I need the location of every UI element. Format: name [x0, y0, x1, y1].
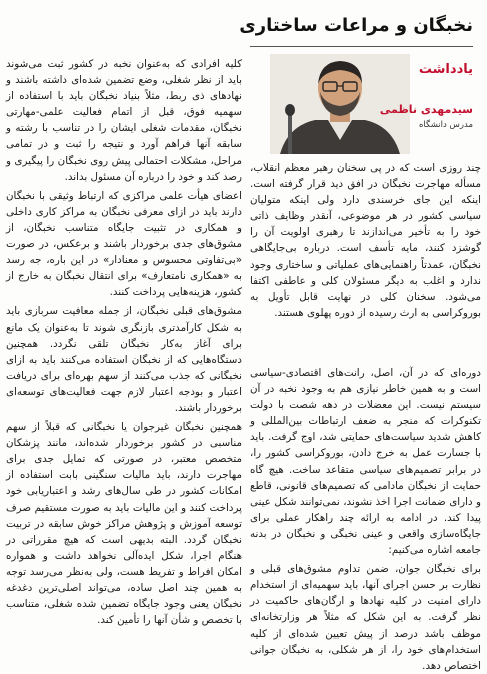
left-column	[6, 56, 242, 656]
article-title: نخبگان و مراعات ساختاری	[239, 15, 473, 36]
paragraph: کلیه افرادی که به‌عنوان نخبه در کشور ثبت می‌شوند باید از نظر شغلی، وضع تضمین شده‌ای داشته باشند و نهادهای ذی ربط، مثلاً بنیاد نخبگان باید با استفاده از سهمیه فوق، قبل از اتمام فعالیت علمی-مهارتی نخبگان، مقدمات شغلی ایشان را در تناسب با رشته و سابقه آنها فراهم آورد و نتیجه را ثبت و در تمامی مراحل، مشکلات احتمالی پیش روی نخبگان را پیگیری و رصد کند و خود را درباره آن مسئول بداند.	[6, 58, 242, 183]
paragraph: همچنین نخبگان غیرجوان یا نخبگانی که قبلاً از سهم مناسبی در کشور برخوردار شده‌اند، مانند پزشکان متخصص معتبر، در صورتی که تمایل جدی برای مهاجرت دارند، باید مالیات سنگینی بابت استفاده از امکانات کشور در طی سال‌های رشد و اعتباریابی خود پرداخت کنند و این مالیات باید به صورت مستقیم صرف توسعه آموزش و پژوهش مراکز خوش سابقه در تربیت نخبگان گردد. البته بدیهی است که هیچ مقرراتی در هنگام اجرا، شکل ایده‌آلی نخواهد داشت و همواره امکان افراط و تفریط هست، ولی به‌نظر می‌رسد توجه به همین چند اصل ساده، می‌تواند اصلی‌ترین دغدغه نخبگان یعنی وجود جایگاه تضمین شده شغلی، متناسب با تخصص و شأن آنها را تأمین کند.	[6, 421, 242, 627]
right-column-top	[250, 160, 481, 364]
section-kicker: یادداشت	[418, 62, 473, 77]
paragraph: برای نخبگان جوان، ضمن تداوم مشوق‌های قبلی و نظارت بر حسن اجرای آنها، باید سهمیه‌ای از استخدام دارای امنیت در کلیه نهادها و ارگان‌های حاکمیت در نظر گرفت. به این شکل که مثلاً هر وزارتخانه‌ای موظف باشد درصد از پیش تعیین شده‌ای از کلیه استخدام‌های خود را، از هر شکلی، به نخبگان جوانی اختصاص دهد.	[250, 563, 481, 672]
author-role: مدرس دانشگاه	[418, 120, 473, 130]
paragraph: دوره‌ای که در آن، اصل، رانت‌های اقتصادی-سیاسی است و به همین خاطر نیازی هم به وجود نخبه در آن سیستم نیست. این معضلات در دهه شصت با دولت تکنوکرات که منجر به ضعف ارتباطات بین‌المللی و کاهش شدید سیاست‌های حمایتی شد، اوج گرفت. باید با جسارت عمل به خرج دادن، بوروکراسی کشور را، در برابر تصمیم‌های سیاسی متقاعد ساخت. هیچ گاه حمایت از نخبگان مادامی که تصمیم‌های قانونی، قاطع و دارای ضمانت اجرا اخذ نشوند، نمی‌توانند شکل عینی پیدا کند. در ادامه به ارائه چند راهکار عملی برای جایگاه‌سازی واقعی و عینی نخبگی و نخبگان در بدنه جامعه اشاره می‌کنیم:	[250, 367, 481, 557]
right-column-bottom	[250, 365, 481, 672]
author-name: سیدمهدی ناظمی	[379, 103, 473, 116]
paragraph: چند روزی است که در پی سخنان رهبر معظم انقلاب، مسأله مهاجرت نخبگان در افق دید قرار گرفته است. اینکه این جای خرسندی دارد ولی اینکه متولیان سیاسی کشور در هر موضوعی، آنقدر وظایف ذاتی خود را به تأخیر می‌اندازند تا رهبری اولویت آن را گوشزد کنند، مایه تأسف است. درباره بی‌جایگاهی نخبگان، عمدتاً راهنمایی‌های عملیاتی و ساختاری وجود ندارد و اغلب به دیگر مسئولان کلی و عاطفی اکتفا می‌شود. سخنان کلی در نهایت قابل تأویل به بوروکراسی به ارث رسیده از دوره پهلوی هستند.	[250, 162, 481, 319]
title-divider	[250, 46, 473, 47]
paragraph: مشوق‌های قبلی نخبگان، از جمله معافیت سربازی باید به شکل کارآمدتری بازنگری شوند تا به‌عنوان یک مانع برای آغاز به‌کار نخبگان تلقی نگردد. همچنین دستگاه‌هایی که از نخبگان استفاده می‌کنند باید به ازای نخبگانی که جذب می‌کنند از سهم بهره‌ای برای دریافت اعتبار و بودجه اعتبار لازم جهت فعالیت‌های توسعه‌ای برخوردار باشند.	[6, 305, 242, 414]
paragraph: اعضای هیأت علمی مراکزی که ارتباط وثیقی با نخبگان دارند باید در ازای معرفی نخبگان به مراکز کاری داخلی و همکاری در تثبیت جایگاه متناسب نخبگان، از مشوق‌های جدی برخوردار باشند و برعکس، در صورت «بی‌تفاوتی محسوس و معنادار» در این باره، جه رسد به «همکاری نامتعارف» برای انتقال نخبگان به خارج از کشور، هزینه‌هایی پرداخت کنند.	[6, 189, 242, 299]
